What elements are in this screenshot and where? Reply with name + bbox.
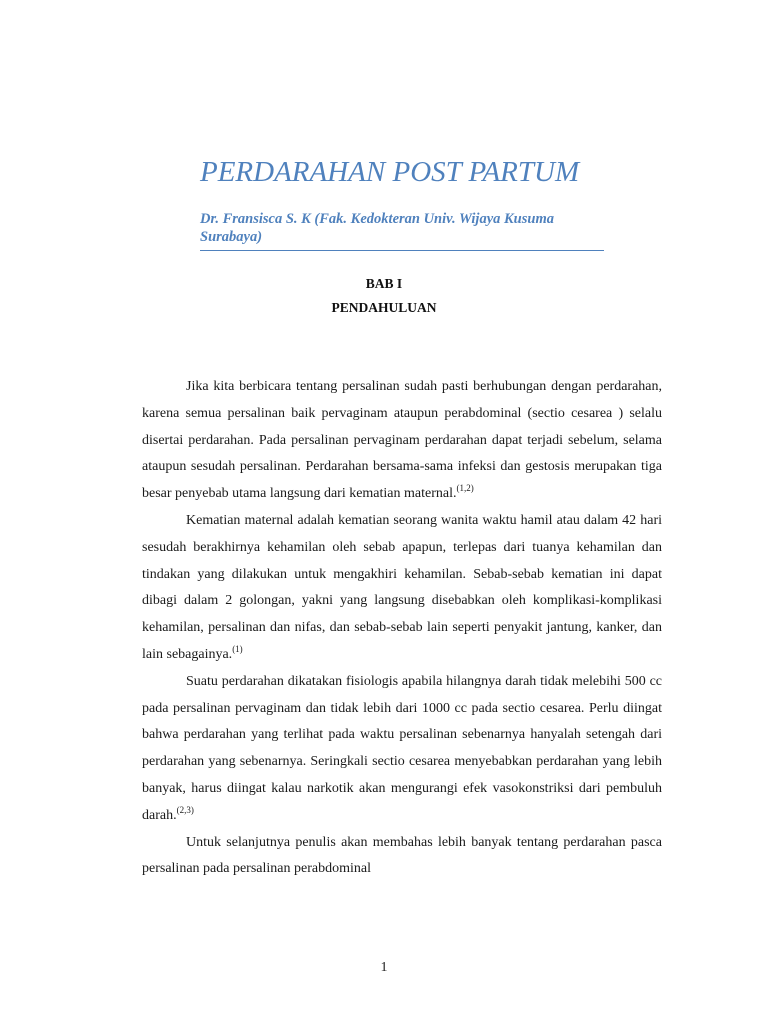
chapter-number: BAB I — [365, 276, 403, 291]
paragraph-3 — [142, 669, 662, 830]
paragraph-2 — [142, 508, 662, 669]
chapter-title: PENDAHULUAN — [331, 300, 437, 315]
title-divider — [200, 250, 604, 251]
paragraph-4 — [142, 830, 662, 884]
document-title: PERDARAHAN POST PARTUM — [200, 156, 580, 188]
paragraph-text: Kematian maternal adalah kematian seorang wanita waktu hamil atau dalam 42 hari sesudah berakhirnya kehamilan oleh sebab apapun, terlepas dari tuanya kehamilan dan tindakan yang dilakukan untuk mengakhiri kehamilan. Sebab-sebab kematian ini dapat dibagi dalam 2 golongan, yakni yang langsung disebabkan oleh komplikasi-komplikasi kehamilan, persalinan dan nifas, dan sebab-sebab lain seperti penyakit jantung, kanker, dan lain sebagainya. — [142, 512, 662, 662]
citation-ref: (1,2) — [456, 483, 474, 494]
paragraph-text: Suatu perdarahan dikatakan fisiologis apabila hilangnya darah tidak melebihi 500 cc pada persalinan pervaginam dan tidak lebih dari 1000 cc pada sectio cesarea. Perlu diingat bahwa perdarahan yang terlihat pada waktu persalinan sebenarnya hanyalah setengah dari perdarahan yang sebenarnya. Seringkali sectio cesarea menyebabkan perdarahan yang lebih banyak, harus diingat kalau narkotik akan mengurangi efek vasokonstriksi dari pembuluh darah. — [142, 673, 662, 823]
body-text — [142, 374, 662, 883]
page-number: 1 — [380, 960, 388, 975]
paragraph-1 — [142, 374, 662, 508]
paragraph-text: Jika kita berbicara tentang persalinan sudah pasti berhubungan dengan perdarahan, karena semua persalinan baik pervaginam ataupun perabdominal (sectio cesarea ) selalu disertai perdarahan. Pada persalinan pervaginam perdarahan dapat terjadi sebelum, selama ataupun sesudah persalinan. Perdarahan bersama-sama infeksi dan gestosis merupakan tiga besar penyebab utama langsung dari kematian maternal. — [142, 379, 662, 502]
author-line: Dr. Fransisca S. K (Fak. Kedokteran Univ. Wijaya Kusuma Surabaya) — [200, 211, 554, 245]
citation-ref: (1) — [232, 643, 243, 654]
citation-ref: (2,3) — [176, 804, 194, 815]
paragraph-text: Untuk selanjutnya penulis akan membahas lebih banyak tentang perdarahan pasca persalinan pada persalinan perabdominal — [142, 834, 662, 877]
